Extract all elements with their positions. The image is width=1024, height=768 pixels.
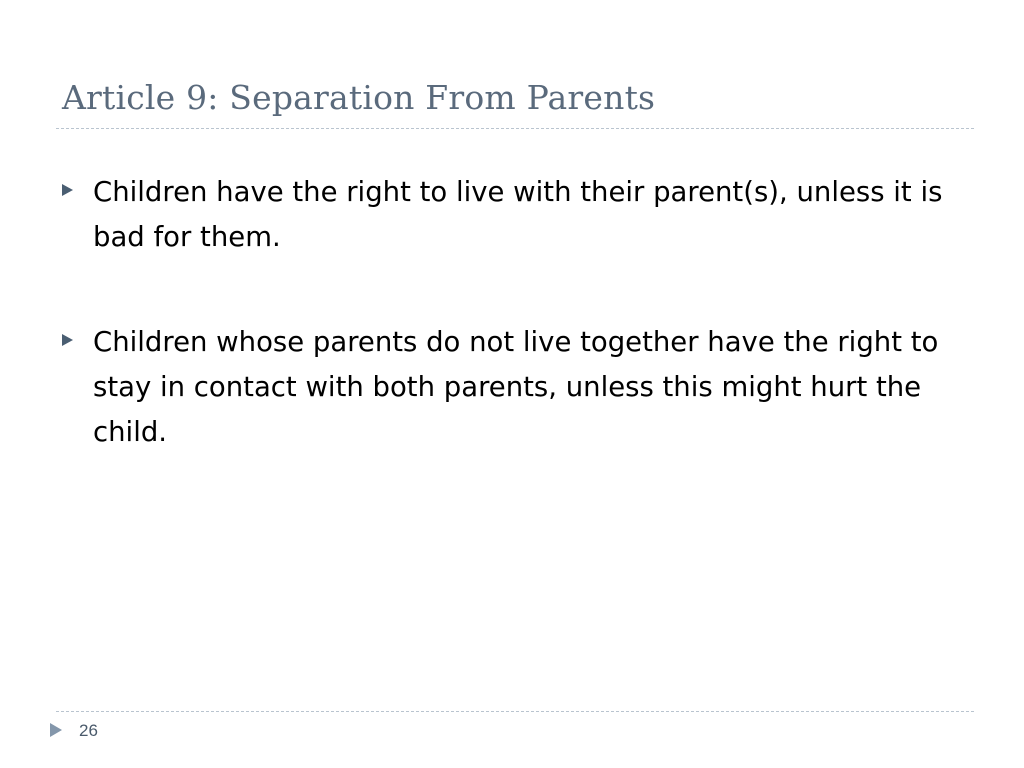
page-number: 26 bbox=[79, 721, 98, 740]
footer-triangle-icon bbox=[50, 723, 62, 737]
bullet-text: Children have the right to live with their parent(s), unless it is bad for them. bbox=[93, 176, 943, 253]
slide-title: Article 9: Separation From Parents bbox=[62, 78, 656, 117]
bullet-text: Children whose parents do not live together have the right to stay in contact with both parents, unless this might hurt the child. bbox=[93, 326, 939, 448]
bullet-item bbox=[56, 170, 976, 260]
triangle-right-icon bbox=[62, 334, 73, 346]
bullet-item bbox=[56, 320, 976, 455]
title-divider bbox=[56, 128, 974, 129]
bullet-list bbox=[56, 170, 976, 515]
triangle-right-icon bbox=[62, 184, 73, 196]
footer-divider bbox=[56, 711, 974, 712]
